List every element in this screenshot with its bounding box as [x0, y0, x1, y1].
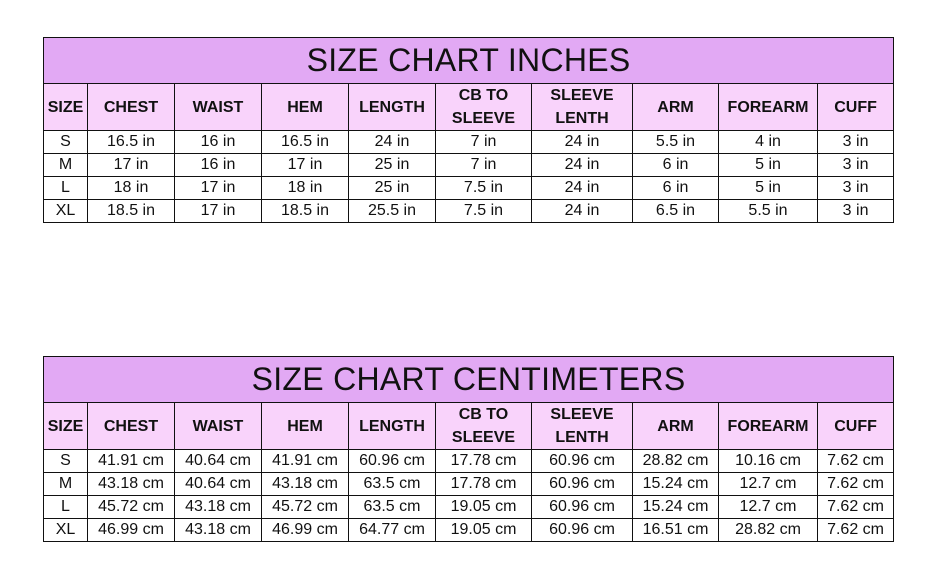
column-header [532, 84, 633, 131]
column-header [818, 403, 894, 450]
measurement-cell: 24 in [532, 200, 633, 223]
size-cell: S [44, 131, 88, 154]
measurement-cell: 41.91 cm [88, 450, 175, 473]
measurement-cell: 24 in [532, 131, 633, 154]
measurement-cell: 16.5 in [88, 131, 175, 154]
measurement-cell: 24 in [532, 154, 633, 177]
column-header-text: LENTH [555, 110, 609, 127]
column-header [88, 84, 175, 131]
table-row [44, 496, 894, 519]
column-header [175, 403, 262, 450]
measurement-cell: 16 in [175, 131, 262, 154]
table-row [44, 177, 894, 200]
header-row [44, 84, 894, 131]
measurement-cell: 7 in [436, 154, 532, 177]
measurement-cell: 4 in [719, 131, 818, 154]
measurement-cell: 43.18 cm [175, 519, 262, 542]
column-header-text: CUFF [834, 98, 877, 116]
header-row [44, 403, 894, 450]
column-header-text: SLEEVE [550, 87, 614, 104]
measurement-cell: 28.82 cm [719, 519, 818, 542]
measurement-cell: 3 in [818, 177, 894, 200]
measurement-cell: 18.5 in [262, 200, 349, 223]
measurement-cell: 60.96 cm [532, 473, 633, 496]
column-header [175, 84, 262, 131]
column-header-text: ARM [657, 98, 694, 116]
column-header-text: WAIST [192, 417, 244, 435]
measurement-cell: 46.99 cm [88, 519, 175, 542]
size-cell: S [44, 450, 88, 473]
measurement-cell: 19.05 cm [436, 519, 532, 542]
measurement-cell: 46.99 cm [262, 519, 349, 542]
table-row [44, 519, 894, 542]
column-header-text: CHEST [103, 98, 159, 116]
column-header-text: CUFF [834, 417, 877, 435]
column-header [818, 84, 894, 131]
column-header-text: CHEST [103, 417, 159, 435]
column-header-text: SIZE [47, 98, 84, 116]
measurement-cell: 45.72 cm [262, 496, 349, 519]
measurement-cell: 25.5 in [349, 200, 436, 223]
measurement-cell: 18.5 in [88, 200, 175, 223]
measurement-cell: 17 in [175, 200, 262, 223]
measurement-cell: 60.96 cm [349, 450, 436, 473]
measurement-cell: 3 in [818, 131, 894, 154]
measurement-cell: 7 in [436, 131, 532, 154]
column-header-text: SLEEVE [451, 429, 516, 446]
measurement-cell: 10.16 cm [719, 450, 818, 473]
title-row [44, 357, 894, 403]
measurement-cell: 43.18 cm [262, 473, 349, 496]
table-title: SIZE CHART INCHES [44, 38, 894, 84]
column-header-text: HEM [287, 98, 323, 116]
measurement-cell: 6 in [633, 177, 719, 200]
measurement-cell: 3 in [818, 154, 894, 177]
column-header [88, 403, 175, 450]
table-title: SIZE CHART CENTIMETERS [44, 357, 894, 403]
size-cell: XL [44, 519, 88, 542]
measurement-cell: 3 in [818, 200, 894, 223]
column-header [633, 84, 719, 131]
measurement-cell: 17 in [88, 154, 175, 177]
column-header-text: CB TO [458, 406, 509, 423]
measurement-cell: 24 in [532, 177, 633, 200]
measurement-cell: 40.64 cm [175, 473, 262, 496]
measurement-cell: 16.5 in [262, 131, 349, 154]
column-header-text: LENGTH [359, 98, 425, 116]
table-row [44, 473, 894, 496]
column-header-text: LENTH [555, 429, 609, 446]
column-header [44, 403, 88, 450]
measurement-cell: 40.64 cm [175, 450, 262, 473]
measurement-cell: 28.82 cm [633, 450, 719, 473]
size-chart-centimeters-table [43, 356, 894, 542]
measurement-cell: 16.51 cm [633, 519, 719, 542]
table-row [44, 131, 894, 154]
measurement-cell: 7.62 cm [818, 450, 894, 473]
column-header-text: ARM [657, 417, 694, 435]
measurement-cell: 25 in [349, 177, 436, 200]
measurement-cell: 5.5 in [633, 131, 719, 154]
measurement-cell: 60.96 cm [532, 450, 633, 473]
title-row [44, 38, 894, 84]
table-row [44, 200, 894, 223]
measurement-cell: 17.78 cm [436, 473, 532, 496]
column-header-text: LENGTH [359, 417, 425, 435]
measurement-cell: 60.96 cm [532, 496, 633, 519]
column-header [262, 403, 349, 450]
size-cell: M [44, 473, 88, 496]
measurement-cell: 7.62 cm [818, 496, 894, 519]
measurement-cell: 6 in [633, 154, 719, 177]
measurement-cell: 24 in [349, 131, 436, 154]
measurement-cell: 12.7 cm [719, 473, 818, 496]
measurement-cell: 7.5 in [436, 177, 532, 200]
column-header-text: FOREARM [727, 417, 809, 435]
table-row [44, 154, 894, 177]
measurement-cell: 18 in [262, 177, 349, 200]
measurement-cell: 16 in [175, 154, 262, 177]
size-chart-inches-table [43, 37, 894, 223]
column-header-text: FOREARM [727, 98, 809, 116]
measurement-cell: 17 in [262, 154, 349, 177]
size-cell: L [44, 496, 88, 519]
measurement-cell: 7.5 in [436, 200, 532, 223]
column-header-text: HEM [287, 417, 323, 435]
column-header [719, 84, 818, 131]
column-header [436, 84, 532, 131]
size-cell: XL [44, 200, 88, 223]
column-header [532, 403, 633, 450]
measurement-cell: 15.24 cm [633, 473, 719, 496]
measurement-cell: 12.7 cm [719, 496, 818, 519]
measurement-cell: 63.5 cm [349, 496, 436, 519]
measurement-cell: 17 in [175, 177, 262, 200]
column-header-text: SIZE [47, 417, 84, 435]
column-header-text: SLEEVE [550, 406, 614, 423]
column-header [436, 403, 532, 450]
measurement-cell: 6.5 in [633, 200, 719, 223]
column-header-text: WAIST [192, 98, 244, 116]
measurement-cell: 63.5 cm [349, 473, 436, 496]
measurement-cell: 25 in [349, 154, 436, 177]
measurement-cell: 7.62 cm [818, 519, 894, 542]
column-header [262, 84, 349, 131]
column-header-text: SLEEVE [451, 110, 516, 127]
measurement-cell: 64.77 cm [349, 519, 436, 542]
table-row [44, 450, 894, 473]
column-header [349, 84, 436, 131]
column-header [633, 403, 719, 450]
measurement-cell: 60.96 cm [532, 519, 633, 542]
column-header [349, 403, 436, 450]
column-header-text: CB TO [458, 87, 509, 104]
measurement-cell: 43.18 cm [175, 496, 262, 519]
measurement-cell: 5.5 in [719, 200, 818, 223]
measurement-cell: 15.24 cm [633, 496, 719, 519]
measurement-cell: 5 in [719, 154, 818, 177]
size-cell: L [44, 177, 88, 200]
measurement-cell: 17.78 cm [436, 450, 532, 473]
size-cell: M [44, 154, 88, 177]
measurement-cell: 19.05 cm [436, 496, 532, 519]
measurement-cell: 7.62 cm [818, 473, 894, 496]
measurement-cell: 18 in [88, 177, 175, 200]
column-header [719, 403, 818, 450]
measurement-cell: 41.91 cm [262, 450, 349, 473]
measurement-cell: 43.18 cm [88, 473, 175, 496]
column-header [44, 84, 88, 131]
measurement-cell: 5 in [719, 177, 818, 200]
measurement-cell: 45.72 cm [88, 496, 175, 519]
